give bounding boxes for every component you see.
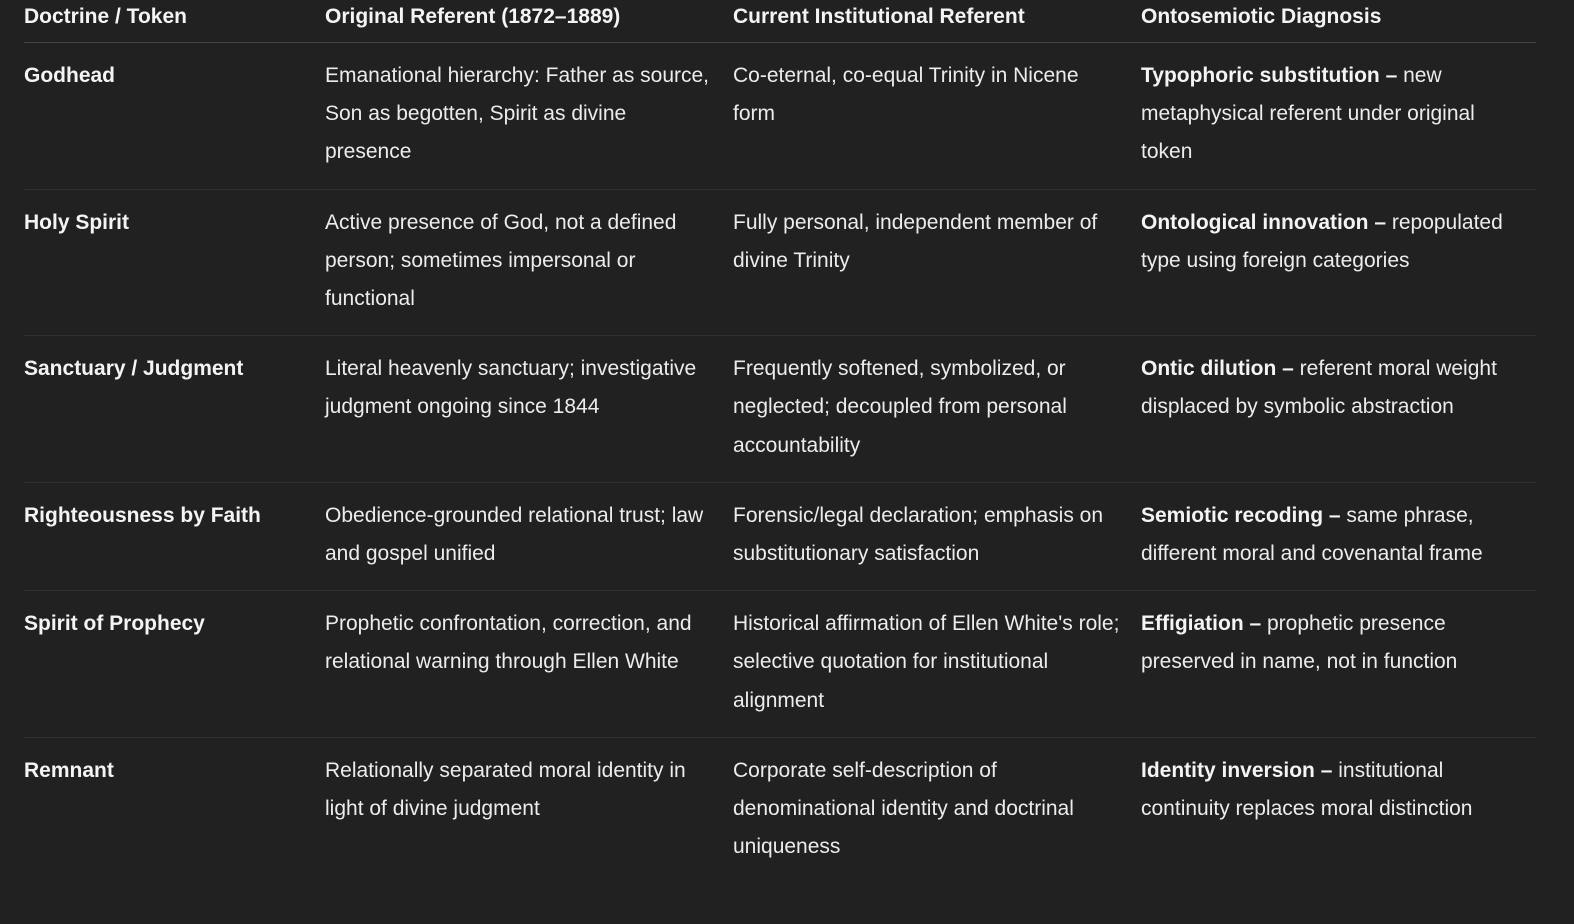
header-diagnosis: Ontosemiotic Diagnosis xyxy=(1141,0,1536,43)
table-row xyxy=(24,737,1536,883)
cell-current: Co-eternal, co-equal Trinity in Nicene form xyxy=(733,43,1141,190)
diagnosis-text: prophetic presence preserved in name, not in function xyxy=(1141,612,1458,674)
diagnosis-text: institutional continuity replaces moral distinction xyxy=(1141,758,1473,821)
cell-diagnosis xyxy=(1141,482,1536,590)
diagnosis-text: new metaphysical referent under original token xyxy=(1141,64,1475,164)
table-row xyxy=(24,189,1536,336)
diagnosis-term: Ontic dilution – xyxy=(1141,357,1294,381)
cell-current: Fully personal, independent member of divine Trinity xyxy=(733,189,1141,336)
cell-diagnosis xyxy=(1141,43,1536,190)
cell-doctrine: Sanctuary / Judgment xyxy=(24,336,325,483)
cell-diagnosis xyxy=(1141,737,1536,883)
diagnosis-text: referent moral weight displaced by symbolic abstraction xyxy=(1141,357,1497,419)
cell-original: Prophetic confrontation, correction, and relational warning through Ellen White xyxy=(325,591,733,738)
diagnosis-term: Effigiation – xyxy=(1141,612,1262,636)
diagnosis-term: Identity inversion – xyxy=(1141,758,1333,782)
cell-doctrine: Godhead xyxy=(24,43,325,190)
cell-current: Historical affirmation of Ellen White's role; selective quotation for institutional alignment xyxy=(733,591,1141,738)
cell-original: Emanational hierarchy: Father as source, Son as begotten, Spirit as divine presence xyxy=(325,43,733,190)
cell-doctrine: Righteousness by Faith xyxy=(24,482,325,590)
diagnosis-text: same phrase, different moral and covenantal frame xyxy=(1141,503,1483,566)
cell-current: Forensic/legal declaration; emphasis on substitutionary satisfaction xyxy=(733,482,1141,590)
cell-original: Active presence of God, not a defined person; sometimes impersonal or functional xyxy=(325,189,733,336)
cell-doctrine: Holy Spirit xyxy=(24,189,325,336)
header-current-referent: Current Institutional Referent xyxy=(733,0,1141,43)
diagnosis-term: Typophoric substitution – xyxy=(1141,64,1398,87)
table-row xyxy=(24,43,1536,190)
header-original-referent: Original Referent (1872–1889) xyxy=(325,0,733,43)
cell-current: Corporate self-description of denominational identity and doctrinal uniqueness xyxy=(733,758,1074,859)
table-row xyxy=(24,591,1536,738)
cell-doctrine: Spirit of Prophecy xyxy=(24,591,325,738)
cell-diagnosis xyxy=(1141,591,1536,738)
doctrine-table xyxy=(24,0,1536,883)
diagnosis-term: Ontological innovation – xyxy=(1141,210,1387,234)
cell-doctrine: Remnant xyxy=(24,758,114,782)
diagnosis-text: repopulated type using foreign categories xyxy=(1141,210,1503,272)
cell-diagnosis xyxy=(1141,336,1536,483)
cell-original: Relationally separated moral identity in light of divine judgment xyxy=(325,758,686,821)
cell-original: Obedience-grounded relational trust; law and gospel unified xyxy=(325,482,733,590)
table-row xyxy=(24,336,1536,483)
header-doctrine: Doctrine / Token xyxy=(24,0,325,43)
cell-current: Frequently softened, symbolized, or neglected; decoupled from personal accountability xyxy=(733,336,1141,483)
cell-diagnosis xyxy=(1141,189,1536,336)
table-row xyxy=(24,482,1536,590)
table-header-row xyxy=(24,0,1536,43)
doctrine-table-container xyxy=(24,0,1536,883)
diagnosis-term: Semiotic recoding – xyxy=(1141,503,1341,527)
cell-original: Literal heavenly sanctuary; investigative judgment ongoing since 1844 xyxy=(325,336,733,483)
